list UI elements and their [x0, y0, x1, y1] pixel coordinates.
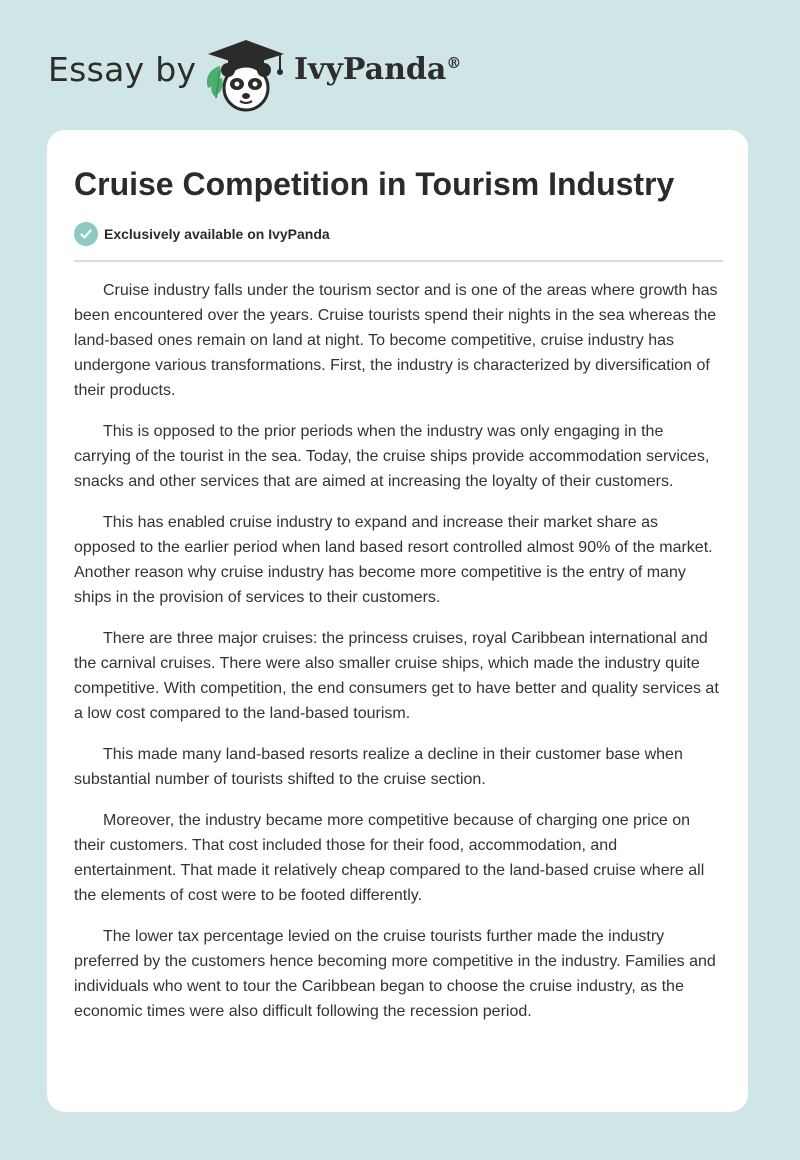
exclusive-label: Exclusively available on IvyPanda — [104, 226, 330, 242]
check-circle-icon — [74, 222, 98, 246]
exclusive-badge — [74, 222, 330, 246]
paragraph: This made many land-based resorts realize a decline in their customer base when substantial number of tourists shifted to the cruise section. — [74, 746, 683, 788]
divider — [74, 260, 723, 262]
brand-name: IvyPanda® — [294, 52, 462, 87]
paragraph: The lower tax percentage levied on the cruise tourists further made the industry preferred by the customers hence becoming more competitive in the industry. Families and individuals who went to tour the Caribbean began to choose the cruise industry, as the economic times were also difficult following the recession period. — [74, 928, 716, 1020]
paragraph: There are three major cruises: the princess cruises, royal Caribbean international and the carnival cruises. There were also smaller cruise ships, which made the industry quite competitive. With competition, the end consumers get to have better and quality services at a low cost compared to the land-based tourism. — [74, 630, 719, 722]
essay-body — [74, 278, 723, 1040]
paragraph: Cruise industry falls under the tourism sector and is one of the areas where growth has been encountered over the years. Cruise tourists spend their nights in the sea whereas the land-based ones remain on land at night. To become competitive, cruise industry has undergone various transformations. First, the industry is characterized by diversification of their products. — [74, 282, 718, 399]
paragraph: Moreover, the industry became more competitive because of charging one price on their customers. That cost included those for their food, accommodation, and entertainment. That made it relatively cheap compared to the land-based cruise where all the elements of cost were to be footed differently. — [74, 812, 705, 904]
panda-graduation-cap-icon — [200, 36, 292, 114]
paragraph: This is opposed to the prior periods when the industry was only engaging in the carrying of the tourist in the sea. Today, the cruise ships provide accommodation services, snacks and other services that are aimed at increasing the loyalty of their customers. — [74, 423, 710, 490]
essay-by-label: Essay by — [48, 50, 197, 89]
page-title: Cruise Competition in Tourism Industry — [74, 166, 675, 202]
essay-card — [47, 130, 748, 1112]
paragraph: This has enabled cruise industry to expand and increase their market share as opposed to the earlier period when land based resort controlled almost 90% of the market. Another reason why cruise industry has become more competitive is the entry of many ships in the provision of services to their customers. — [74, 514, 713, 606]
site-header — [48, 30, 748, 110]
